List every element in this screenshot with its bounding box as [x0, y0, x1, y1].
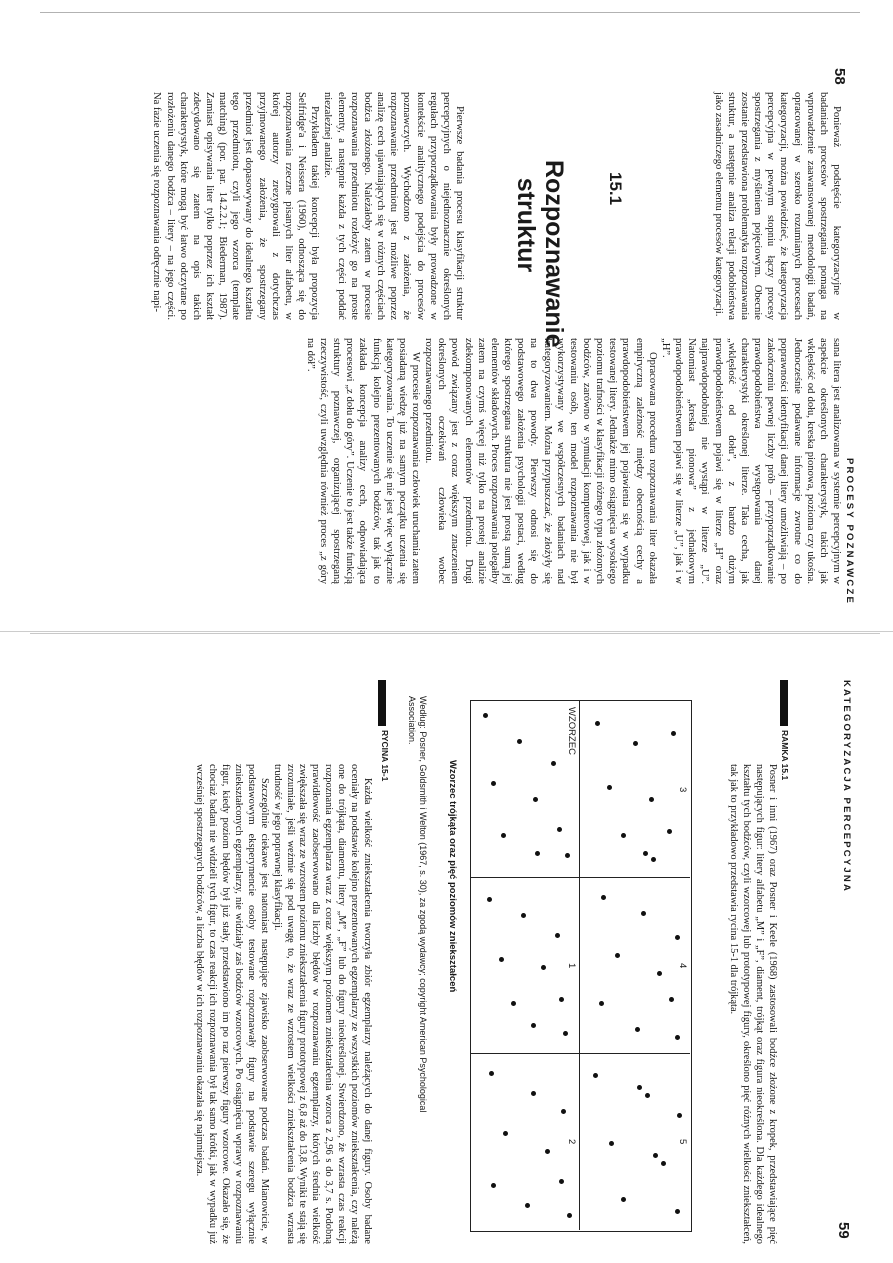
- dot: [501, 833, 506, 838]
- page-number-right: 59: [835, 1222, 852, 1239]
- paragraph: Ponieważ podstęście kategoryzacyjne w badaniach procesów spostrzegania pomaga na wprowadzenie zaawansowanej metodologii badań, opracowanej w szeroko rozumianych procesach kategoryzacji, można powiedzieć, że kategoryzacja percepcyjna w pewnym stopniu łączy procesy spostrzegania z myśleniem pojęciowym. Obecnie zostanie przedstawiona problematyka rozpoznawania struktur, a następnie analiza relacji podobieństwa jako zasadniczego elementu procesów kategoryzacji.: [712, 92, 842, 320]
- dot: [531, 1091, 536, 1096]
- section-title: Rozpoznawanie struktur: [512, 160, 568, 348]
- dot: [595, 721, 600, 726]
- dot: [565, 853, 570, 858]
- dot: [545, 1149, 550, 1154]
- dot: [609, 1141, 614, 1146]
- dot: [641, 911, 646, 916]
- figure-label-pattern: WZORZEC: [566, 707, 577, 756]
- dot: [599, 1001, 604, 1006]
- left-col2: [53, 338, 843, 584]
- figure-label-2: 2: [566, 1139, 577, 1145]
- dot: [661, 1161, 666, 1166]
- dot: [643, 851, 648, 856]
- dot: [487, 897, 492, 902]
- ramka-label: RAMKA 15.1: [780, 730, 790, 781]
- dot: [657, 971, 662, 976]
- running-head-right: KATEGORYZACJA PERCEPCYJNA: [841, 680, 852, 894]
- paragraph: Opracowana procedura rozpoznawania liter okazała empiryczną zależność między obecnością cechy a prawdopodobieństwem jej pojawienia się w wypadku testowanej litery. Jednakże mimo osiągnięcia wysokiego poziomu trafności w klasyfikacji różnego typu złożonych bodźców, zarówno w symulacji komputerowej, jak i w testowaniu osób, ten model rozpoznawania nie był wykorzystywany we współczesnych badaniach nad kategoryzowaniem. Można przypuszczać, że złożyły się na to dwa powody. Pierwszy odnosi się do podstawowego założenia psychologii postaci, według którego spostrzegana struktura nie jest prostą sumą jej elementów składowych. Proces rozpoznawania polegałby zatem na czymś więcej niż tylko na prostej analizie zdekomponowanych elementów przedmiotu. Drugi powód związany jest z coraz większym znaczeniem określonych oczekiwań człowieka wobec rozpoznawanego przedmiotu.: [423, 338, 658, 584]
- dot: [563, 1031, 568, 1036]
- dot: [667, 829, 672, 834]
- figure-cell-5: [580, 1053, 690, 1230]
- dot: [489, 1071, 494, 1076]
- figure-label-4: 4: [677, 963, 688, 969]
- dot: [601, 895, 606, 900]
- left-page: [0, 0, 893, 631]
- dot: [675, 935, 680, 940]
- dot: [675, 1035, 680, 1040]
- dot: [521, 913, 526, 918]
- dot: [491, 781, 496, 786]
- dot: [503, 1131, 508, 1136]
- figure-cell-3: [580, 701, 690, 878]
- dot: [621, 1197, 626, 1202]
- dot: [651, 857, 656, 862]
- paragraph: sana litera jest analizowana w systemie percepcyjnym w aspekcie określonych charakterystyk, takich jak wklęsłość od dołu, kreska pionowa, poziomа czy ukośna. Jednocześnie podawane informacje zwrotne co do poprawności identyfikacji danej litery umożliwiają – po zakończeniu pewnej liczby prób – przyporządkowanie prawdopodobieństwa występowania danej charakterystyki określonej literze. Taka cecha, jak „wklęsłość od dołu”, z bardzo dużym prawdopodobieństwem pojawi się w literze „H” oraz najprawdopodobniej nie wystąpi w literze „U”. Natomiast „kreska pionowa” z jednakowym prawdopodobieństwem pojawi się w literze „U”, jak i w „H”.: [659, 338, 842, 584]
- running-head-left: PROCESY POZNAWCZE: [844, 458, 855, 606]
- dot: [637, 1085, 642, 1090]
- dot: [499, 957, 504, 962]
- dot: [559, 1179, 564, 1184]
- dot: [677, 1113, 682, 1118]
- section-number: 15.1: [606, 172, 625, 206]
- paragraph: Posner i inni (1967) oraz Posner i Keele (1968) zastosowali bodźce złożone z kropek, przedstawiające pięć następujących figur: litery alfabetu „M” i „F”, diament, trójkąt oraz figura nieokreślona. Dla każdego idealnego kształtu tych bodźców, czyli wzorcowej lub prototypowej figury, określono pięć różnych wielkości zniekształceń, tak jak to przykładowo przedstawia rycina 15-1 dla trójkąta.: [728, 764, 778, 1244]
- figure-label-3: 3: [677, 787, 688, 793]
- dot: [533, 797, 538, 802]
- dot: [593, 1073, 598, 1078]
- figure-cell-1: [471, 877, 580, 1054]
- dot: [517, 739, 522, 744]
- dot: [567, 1213, 572, 1218]
- page-divider: [0, 631, 893, 632]
- left-col1-para2: [36, 92, 466, 320]
- dot: [649, 797, 654, 802]
- dot: [635, 1027, 640, 1032]
- figure-label-1: 1: [566, 963, 577, 969]
- dot: [555, 933, 560, 938]
- dot: [615, 953, 620, 958]
- left-col1-para1: [618, 92, 843, 320]
- dot: [551, 761, 556, 766]
- dot: [531, 1023, 536, 1028]
- dot: [525, 1203, 530, 1208]
- rycina-bar: [378, 680, 386, 726]
- dot: [541, 965, 546, 970]
- dot: [559, 997, 564, 1002]
- paragraph: Pierwsze badania procesu klasyfikacji struktur percepcyjnych o niejednoznacznie określonych regułach przyporządkowania były prowadzone w kontekście analitycznego podejścia do procesów poznawczych. Wychodzono z założenia, że rozpoznawanie przedmiotu jest możliwe poprzez analizę cech ujawniających się w różnych częściach bodźca złożonego. Należałoby zatem w procesie rozpoznawania przedmiotu rozłożyć go na proste elementy, a następnie każda z tych części poddać niezależnej analizie.: [322, 92, 465, 320]
- dot: [535, 851, 540, 856]
- dot: [633, 741, 638, 746]
- paragraph: Każda wielkość zniekształcenia tworzyła zbiór egzemplarzy należących do danej figury. Osoby badane oceniały na podstawie kolejno prezentowanych egzemplarzy ze wszystkich poziomów zniekształcenia, czy należą one do trójkąta, diamentu, litery „M”, „F” lub do figury nieokreślonej. Stwierdzono, że wzrasta czas reakcji rozpoznania egzemplarza wraz z coraz większym poziomem zniekształcenia wzorca z 2,96 s do 3,7 s. Podobną prawidłowość zaobserwowano dla liczby błędów w rozpoznawaniu egzemplarzy, których średnia wielkość zwiększała się wraz ze wzrostem poziomu zniekształcenia figury prototypowej z 6,8 aż do 13,8. Wyniki te stają się zrozumiałe, jeśli weźmie się pod uwagę to, że wraz ze wzrostem wielkości zniekształcenia bodźca wzrasta trudność w jego poprawnej klasyfikacji.: [271, 764, 373, 1244]
- paragraph: W procesie rozpoznawania człowiek uruchamia zatem posiadaną wiedzę już na samym początku uczenia się kategoryzowania. To uczenie się nie jest więc wyłącznie funkcją kolejno prezentowanych bodźców, tak jak to zakłada koncepcja analizy cech, odpowiadająca procesowi „z dołu do góry”. Uczenie to jest także funkcją struktury poznawczej, organizującej spostrzeganą rzeczywistość, czyli uwzględnia również proces „z góry na dół”.: [304, 338, 421, 584]
- dot: [621, 833, 626, 838]
- ramka-bar: [780, 680, 788, 726]
- dot: [671, 731, 676, 736]
- page-number-left: 58: [831, 68, 848, 85]
- figure-caption: Wzorzec trójkąta oraz pięć poziomów zniekształceń: [447, 760, 458, 993]
- dot: [561, 1109, 566, 1114]
- dot: [653, 1153, 658, 1158]
- dot: [557, 827, 562, 832]
- dot: [645, 1093, 650, 1098]
- dot: [483, 713, 488, 718]
- figure-grid: [470, 700, 692, 1232]
- dot: [675, 1209, 680, 1214]
- paragraph: Szczególnie ciekawe jest natomiast następujące zjawisko zaobserwowane podczas badań. Mianowicie, w podstawowym eksperymencie osoby testowane rozpoznawały figury na podstawie szeregu wyłącznie zniekształconych egzemplarzy, nie widziały zaś bodźców wzorcowych. Po osiągnięciu wprawy w rozpoznawaniu figur, kiedy poziom błędów był już stały, przedstawiono im po raz pierwszy figury wzorcowe. Okazało się, że chociaż badani nie widzieli tych figur, to czas reakcji ich rozpoznawania był tak samo krótki, jak w wypadku już wcześniej spostrzeganych bodźców, a liczba błędów w ich rozpoznawaniu okazała się najmniejsza.: [194, 764, 270, 1244]
- right-page: [0, 632, 893, 1263]
- right-body-text: [83, 764, 373, 1244]
- dot: [511, 1001, 516, 1006]
- figure-cell-pattern: [471, 701, 580, 878]
- figure-source: Według: Posner, Goldsmith i Welton (1967, s. 30), za zgodą wydawcy; copyright American Psychological Association.: [407, 696, 428, 1113]
- ramka-text: [688, 764, 778, 1244]
- rycina-label: RYCINA 15-1: [380, 730, 390, 782]
- dot: [669, 997, 674, 1002]
- paragraph: Przykładem takiej koncepcji była propozycja Selfridge'a i Neissera (1960), odnosząca się do rozpoznawania rzeczne pisanych liter alfabetu, w której autorzy zrezygnowali z dotychczas przyjmowanego założenia, że spostrzegany przedmiot jest dopasowywany do idealnego kształtu tego przedmiotu, czyli jego wzorca (template matching) (por. par. 14.2.2.1; Biederman, 1987). Zamiast opisywania liter tylko poprzez ich kształt zdecydowano się zatem na opis takich charakterystyk, które mogą być łatwo odczytane po rozłożeniu danego bodźca – litery – na jego części. Na fazie uczenia się rozpoznawania odręcznie napi-: [151, 92, 321, 320]
- dot: [491, 1183, 496, 1188]
- dot: [607, 785, 612, 790]
- figure-label-5: 5: [677, 1139, 688, 1145]
